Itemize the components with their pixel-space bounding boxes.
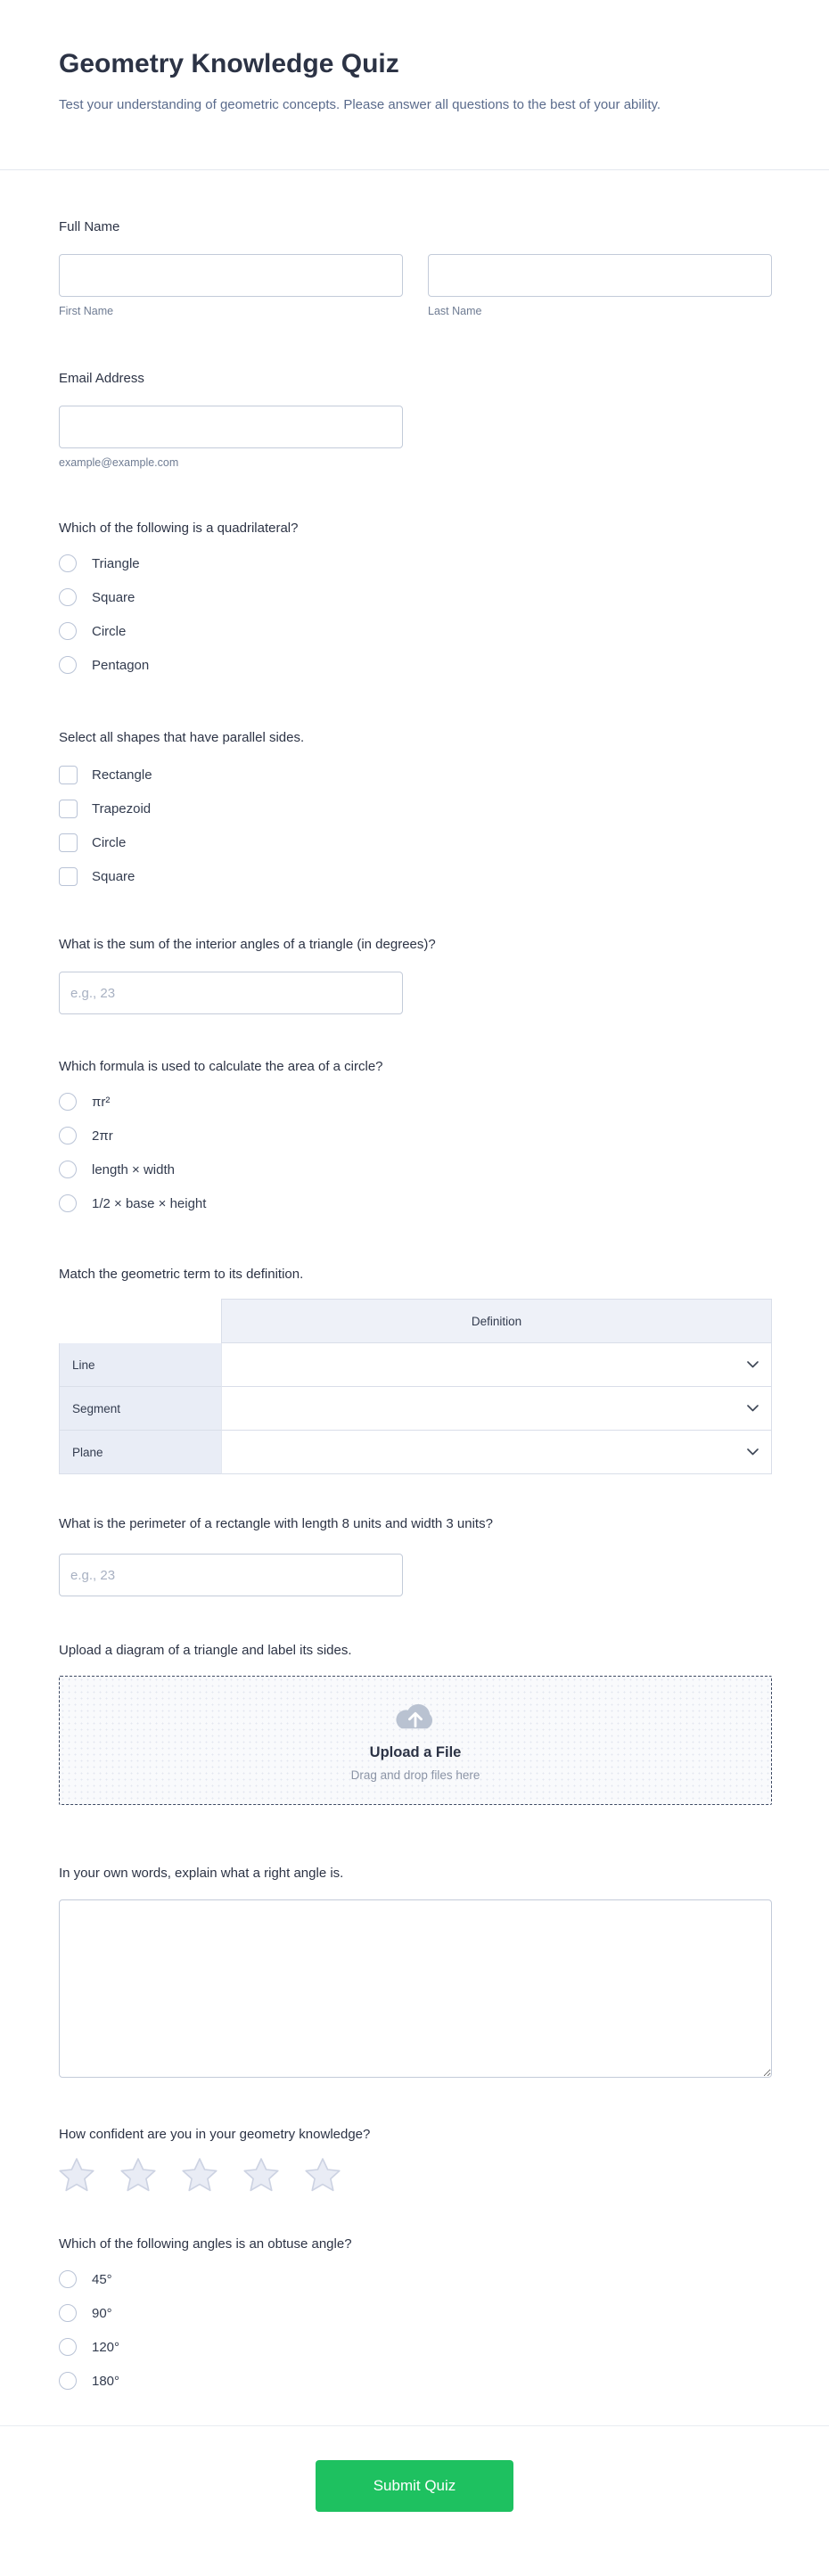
email-sublabel: example@example.com	[59, 456, 179, 469]
match-table-corner	[59, 1299, 221, 1343]
question-perimeter	[59, 1515, 772, 1596]
obtuse-label: Which of the following angles is an obtuse angle?	[59, 2236, 352, 2252]
option-label: 90°	[92, 2305, 112, 2321]
checkbox[interactable]	[59, 867, 78, 886]
upload-label: Upload a diagram of a triangle and label its sides.	[59, 1643, 352, 1658]
confidence-label: How confident are you in your geometry knowledge?	[59, 2127, 371, 2142]
perimeter-label: What is the perimeter of a rectangle with length 8 units and width 3 units?	[59, 1516, 493, 1531]
match-term-line: Line	[59, 1343, 221, 1387]
chevron-down-icon	[747, 1361, 759, 1368]
radio-option-length-width[interactable]	[59, 1157, 772, 1182]
radio-option-circle[interactable]	[59, 619, 772, 644]
question-obtuse	[59, 2236, 772, 2393]
radio-option-square[interactable]	[59, 585, 772, 610]
radio-button[interactable]	[59, 2372, 77, 2390]
radio-option-180[interactable]	[59, 2368, 772, 2393]
radio-button[interactable]	[59, 1093, 77, 1111]
chevron-down-icon	[747, 1448, 759, 1456]
first-name-sublabel: First Name	[59, 305, 114, 317]
definition-select-segment[interactable]	[221, 1387, 772, 1431]
question-email	[59, 370, 772, 469]
star-icon-2[interactable]	[120, 2157, 156, 2193]
question-match-term	[59, 1266, 772, 1474]
full-name-label: Full Name	[59, 219, 120, 234]
radio-button[interactable]	[59, 2338, 77, 2356]
radio-button[interactable]	[59, 2304, 77, 2322]
checkbox[interactable]	[59, 766, 78, 784]
last-name-input[interactable]	[428, 254, 772, 297]
option-label: Circle	[92, 623, 127, 639]
option-label: Square	[92, 589, 135, 605]
upload-hint: Drag and drop files here	[350, 1768, 480, 1782]
definition-select-line[interactable]	[221, 1343, 772, 1387]
match-column-header: Definition	[221, 1299, 772, 1343]
question-upload	[59, 1642, 772, 1805]
form-subtitle: Test your understanding of geometric concepts. Please answer all questions to the best of your ability.	[59, 97, 661, 112]
checkbox-option-square[interactable]	[59, 864, 772, 889]
star-icon-3[interactable]	[182, 2157, 218, 2193]
email-input[interactable]	[59, 406, 403, 448]
question-sum-angles	[59, 936, 772, 1014]
submit-row	[0, 2426, 829, 2557]
radio-option-45[interactable]	[59, 2267, 772, 2292]
definition-select-plane[interactable]	[221, 1431, 772, 1474]
checkbox[interactable]	[59, 800, 78, 818]
star-icon-4[interactable]	[243, 2157, 279, 2193]
radio-button[interactable]	[59, 588, 77, 606]
right-angle-label: In your own words, explain what a right angle is.	[59, 1866, 344, 1881]
email-label: Email Address	[59, 371, 144, 386]
radio-option-120[interactable]	[59, 2334, 772, 2359]
submit-quiz-button[interactable]: Submit Quiz	[316, 2460, 513, 2512]
option-label: Pentagon	[92, 657, 150, 673]
radio-option-half-base-height[interactable]	[59, 1191, 772, 1216]
radio-option-pi-r-squared[interactable]	[59, 1089, 772, 1114]
radio-button[interactable]	[59, 656, 77, 674]
question-full-name	[59, 218, 772, 317]
checkbox[interactable]	[59, 833, 78, 852]
question-area-formula	[59, 1058, 772, 1216]
form-body	[0, 218, 829, 2393]
form-title: Geometry Knowledge Quiz	[59, 49, 399, 78]
star-icon-5[interactable]	[305, 2157, 341, 2193]
radio-option-90[interactable]	[59, 2301, 772, 2326]
option-label: Circle	[92, 834, 127, 850]
upload-button-label: Upload a File	[369, 1744, 462, 1760]
perimeter-input[interactable]	[59, 1554, 403, 1596]
sum-angles-label: What is the sum of the interior angles of a triangle (in degrees)?	[59, 937, 436, 952]
radio-button[interactable]	[59, 554, 77, 572]
match-term-segment: Segment	[59, 1387, 221, 1431]
cloud-upload-icon	[390, 1699, 440, 1736]
option-label: 120°	[92, 2339, 120, 2355]
match-term-label: Match the geometric term to its definition.	[59, 1267, 304, 1282]
last-name-sublabel: Last Name	[428, 305, 482, 317]
right-angle-textarea[interactable]	[59, 1899, 772, 2078]
question-parallel-sides	[59, 729, 772, 889]
option-label: πr²	[92, 1094, 111, 1110]
option-label: Rectangle	[92, 767, 152, 783]
radio-option-triangle[interactable]	[59, 551, 772, 576]
option-label: Trapezoid	[92, 800, 152, 816]
option-label: Triangle	[92, 555, 140, 571]
star-icon-1[interactable]	[59, 2157, 94, 2193]
sum-angles-input[interactable]	[59, 972, 403, 1014]
radio-button[interactable]	[59, 2270, 77, 2288]
radio-button[interactable]	[59, 1194, 77, 1212]
question-confidence	[59, 2126, 772, 2193]
area-formula-label: Which formula is used to calculate the area of a circle?	[59, 1059, 383, 1074]
radio-option-2-pi-r[interactable]	[59, 1123, 772, 1148]
radio-button[interactable]	[59, 1127, 77, 1144]
match-table	[59, 1299, 772, 1474]
match-row-line	[59, 1343, 772, 1387]
match-row-plane	[59, 1431, 772, 1474]
first-name-input[interactable]	[59, 254, 403, 297]
radio-button[interactable]	[59, 622, 77, 640]
option-label: 45°	[92, 2271, 112, 2287]
chevron-down-icon	[747, 1405, 759, 1412]
option-label: 1/2 × base × height	[92, 1195, 207, 1211]
parallel-sides-label: Select all shapes that have parallel sides.	[59, 730, 305, 745]
checkbox-option-trapezoid[interactable]	[59, 796, 772, 821]
option-label: length × width	[92, 1161, 175, 1177]
file-dropzone[interactable]	[59, 1676, 772, 1805]
question-right-angle	[59, 1865, 772, 2082]
question-quadrilateral	[59, 520, 772, 677]
radio-option-pentagon[interactable]	[59, 652, 772, 677]
checkbox-option-rectangle[interactable]	[59, 762, 772, 787]
form-header	[0, 0, 829, 170]
quadrilateral-label: Which of the following is a quadrilateral?	[59, 521, 299, 536]
checkbox-option-circle[interactable]	[59, 830, 772, 855]
option-label: 180°	[92, 2373, 120, 2389]
star-rating	[59, 2157, 772, 2193]
match-term-plane: Plane	[59, 1431, 221, 1474]
radio-button[interactable]	[59, 1161, 77, 1178]
option-label: Square	[92, 868, 135, 884]
match-row-segment	[59, 1387, 772, 1431]
option-label: 2πr	[92, 1128, 113, 1144]
